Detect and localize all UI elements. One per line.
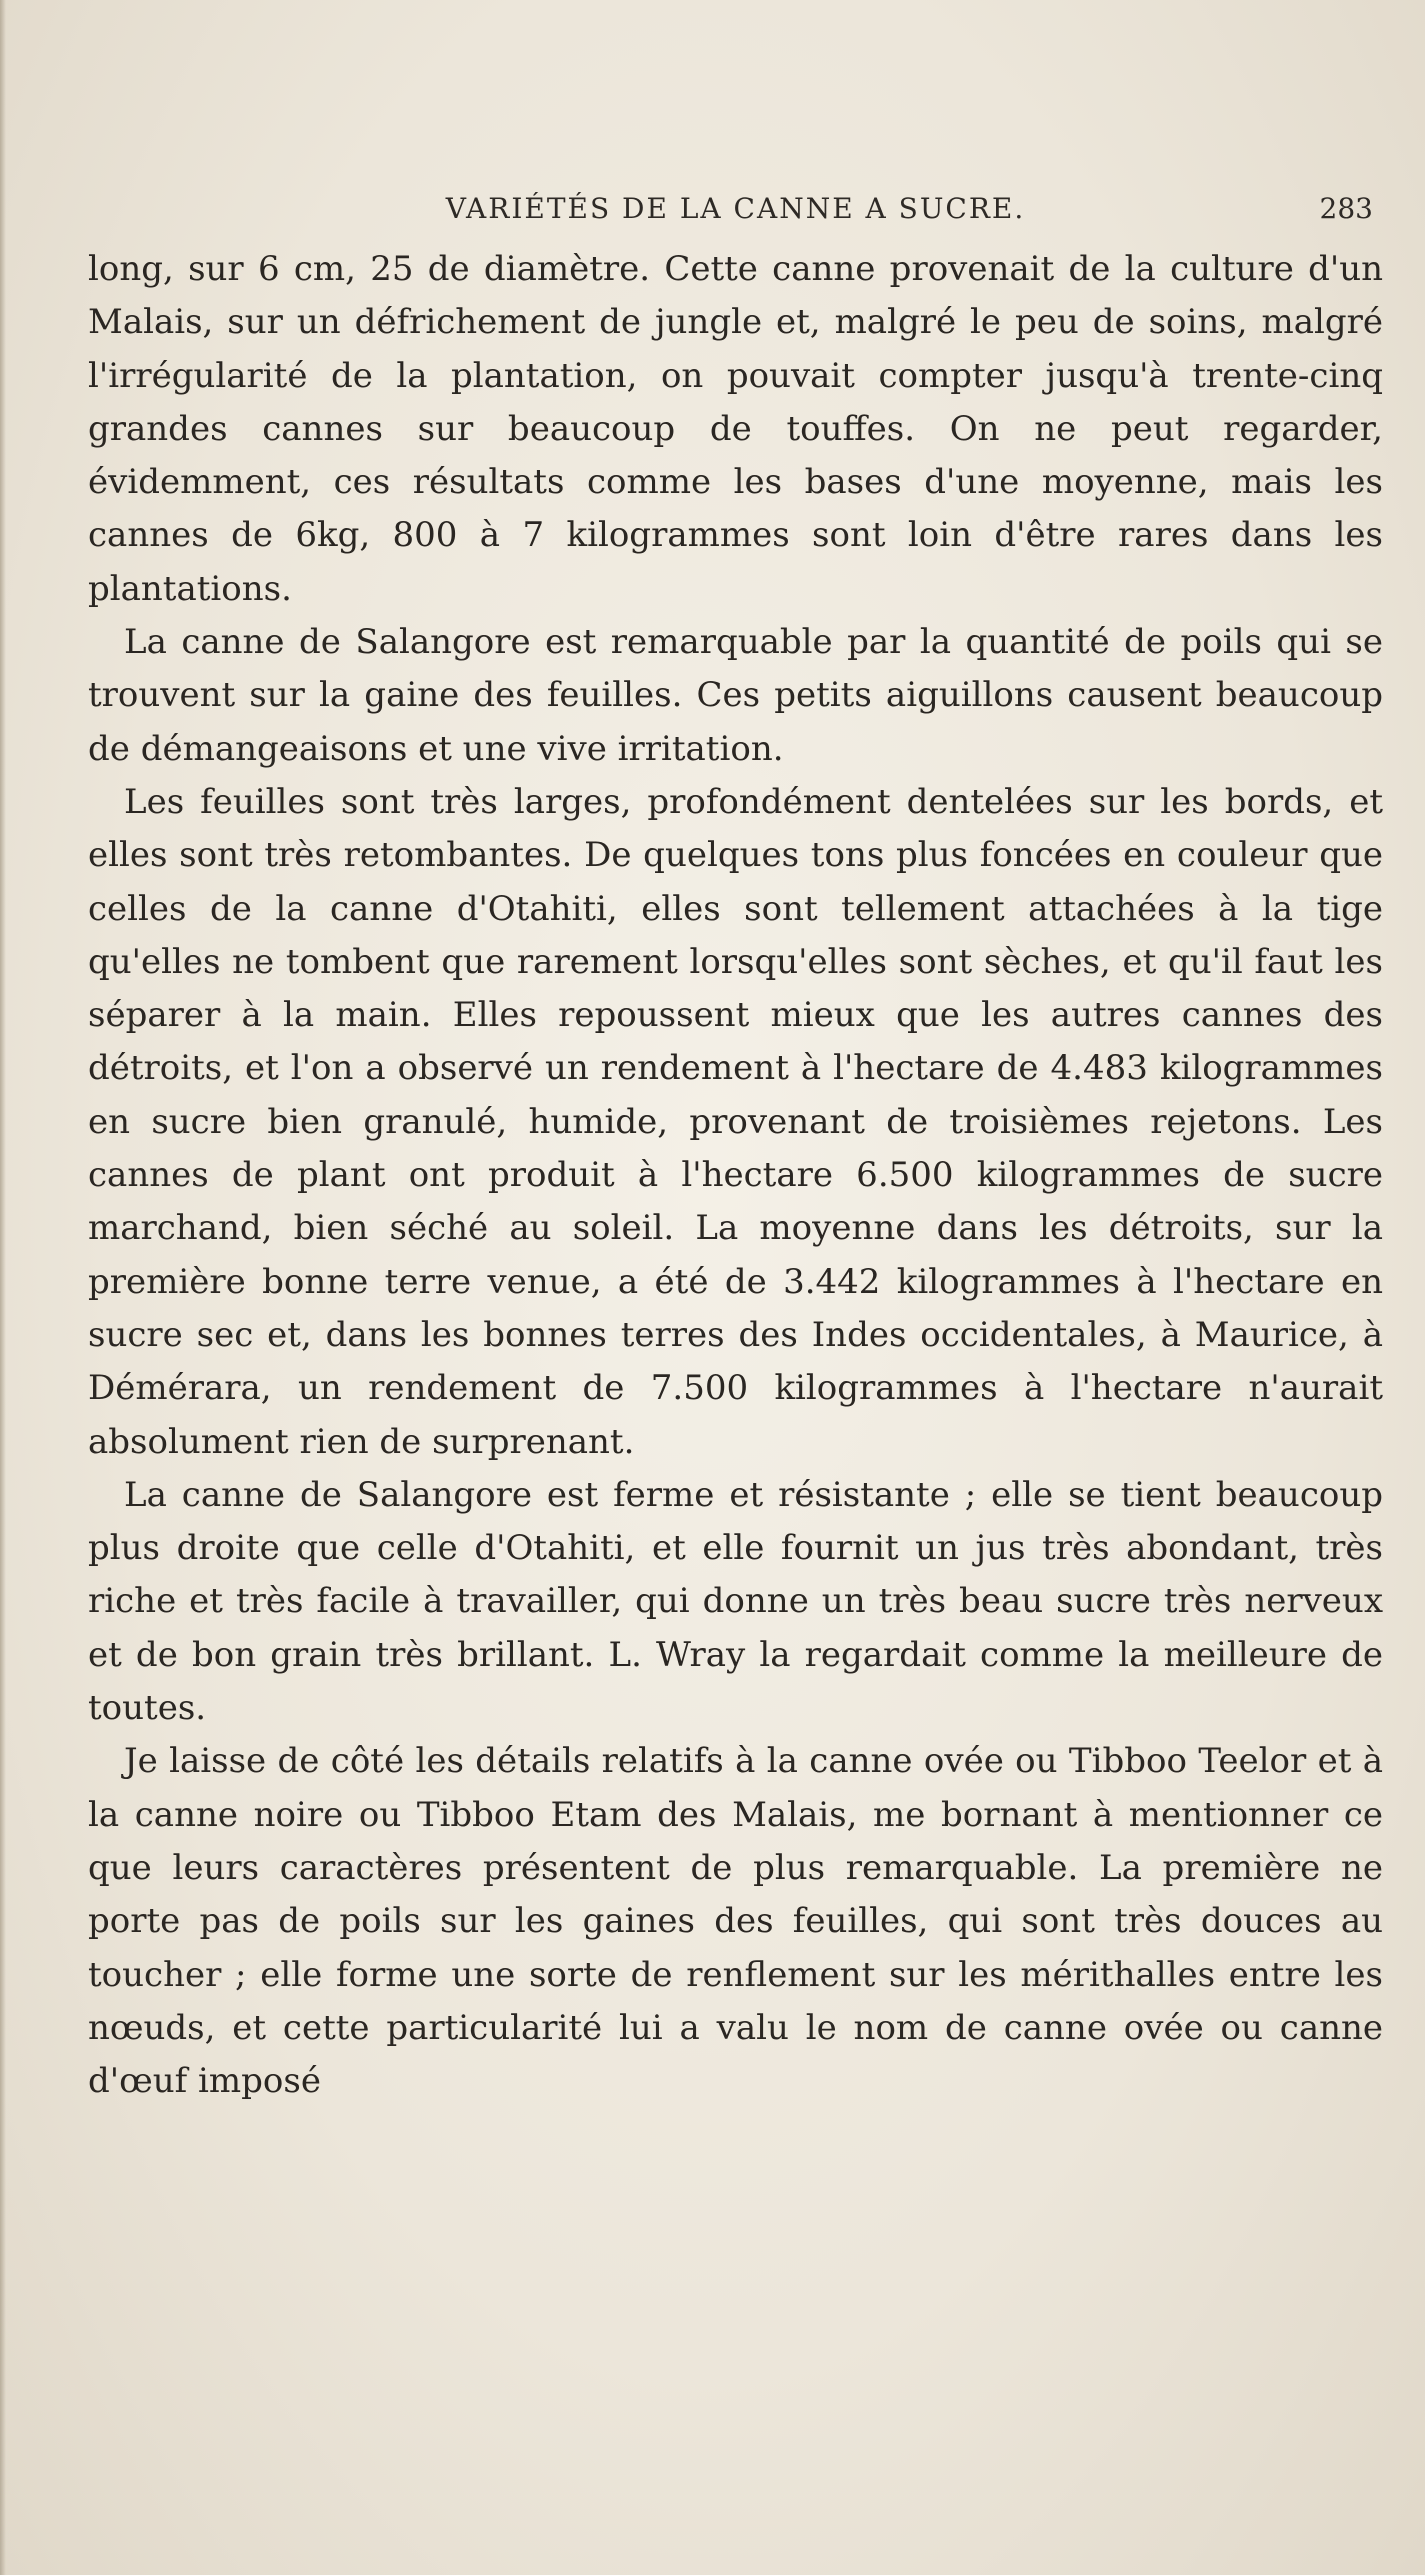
running-title: VARIÉTÉS DE LA CANNE A SUCRE. xyxy=(445,192,1026,225)
page-header xyxy=(88,192,1383,234)
paragraph-5: Je laisse de côté les détails relatifs à la canne ovée ou Tibboo Teelor et à la canne noire ou Tibboo Etam des Malais, me bornant à mentionner ce que leurs caractères présentent de plus remarquable. La première ne porte pas de poils sur les gaines des feuilles, qui sont très douces au toucher ; elle forme une sorte de renflement sur les mérithalles entre les nœuds, et cette particularité lui a valu le nom de canne ovée ou canne d'œuf imposé xyxy=(88,1741,1383,2102)
paragraph-1: long, sur 6 cm, 25 de diamètre. Cette canne provenait de la culture d'un Malais, sur un défrichement de jungle et, malgré le peu de soins, malgré l'irrégularité de la plantation, on pouvait compter jusqu'à trente-cinq grandes cannes sur beaucoup de touffes. On ne peut regarder, évidemment, ces résultats comme les bases d'une moyenne, mais les cannes de 6kg, 800 à 7 kilogrammes sont loin d'être rares dans les plantations. xyxy=(88,249,1383,609)
paragraph-3: Les feuilles sont très larges, profondément dentelées sur les bords, et elles sont très retombantes. De quelques tons plus foncées en couleur que celles de la canne d'Otahiti, elles sont tellement attachées à la tige qu'elles ne tombent que rarement lorsqu'elles sont sèches, et qu'il faut les séparer à la main. Elles repoussent mieux que les autres cannes des détroits, et l'on a observé un rendement à l'hectare de 4.483 kilogrammes en sucre bien granulé, humide, provenant de troisièmes rejetons. Les cannes de plant ont produit à l'hectare 6.500 kilogrammes de sucre marchand, bien séché au soleil. La moyenne dans les détroits, sur la première bonne terre venue, a été de 3.442 kilogrammes à l'hectare en sucre sec et, dans les bonnes terres des Indes occidentales, à Maurice, à Démérara, un rendement de 7.500 kilogrammes à l'hectare n'aurait absolument rien de surprenant. xyxy=(88,781,1383,1462)
paragraph-2: La canne de Salangore est remarquable par la quantité de poils qui se trouvent sur la gaine des feuilles. Ces petits aiguillons causent beaucoup de démangeaisons et une vive irritation. xyxy=(88,622,1383,769)
body-text xyxy=(88,243,1383,2108)
page-binding-edge xyxy=(0,0,6,2575)
page-number: 283 xyxy=(1319,192,1373,225)
paragraph-4: La canne de Salangore est ferme et résistante ; elle se tient beaucoup plus droite que celle d'Otahiti, et elle fournit un jus très abondant, très riche et très facile à travailler, qui donne un très beau sucre très nerveux et de bon grain très brillant. L. Wray la regardait comme la meilleure de toutes. xyxy=(88,1474,1383,1729)
